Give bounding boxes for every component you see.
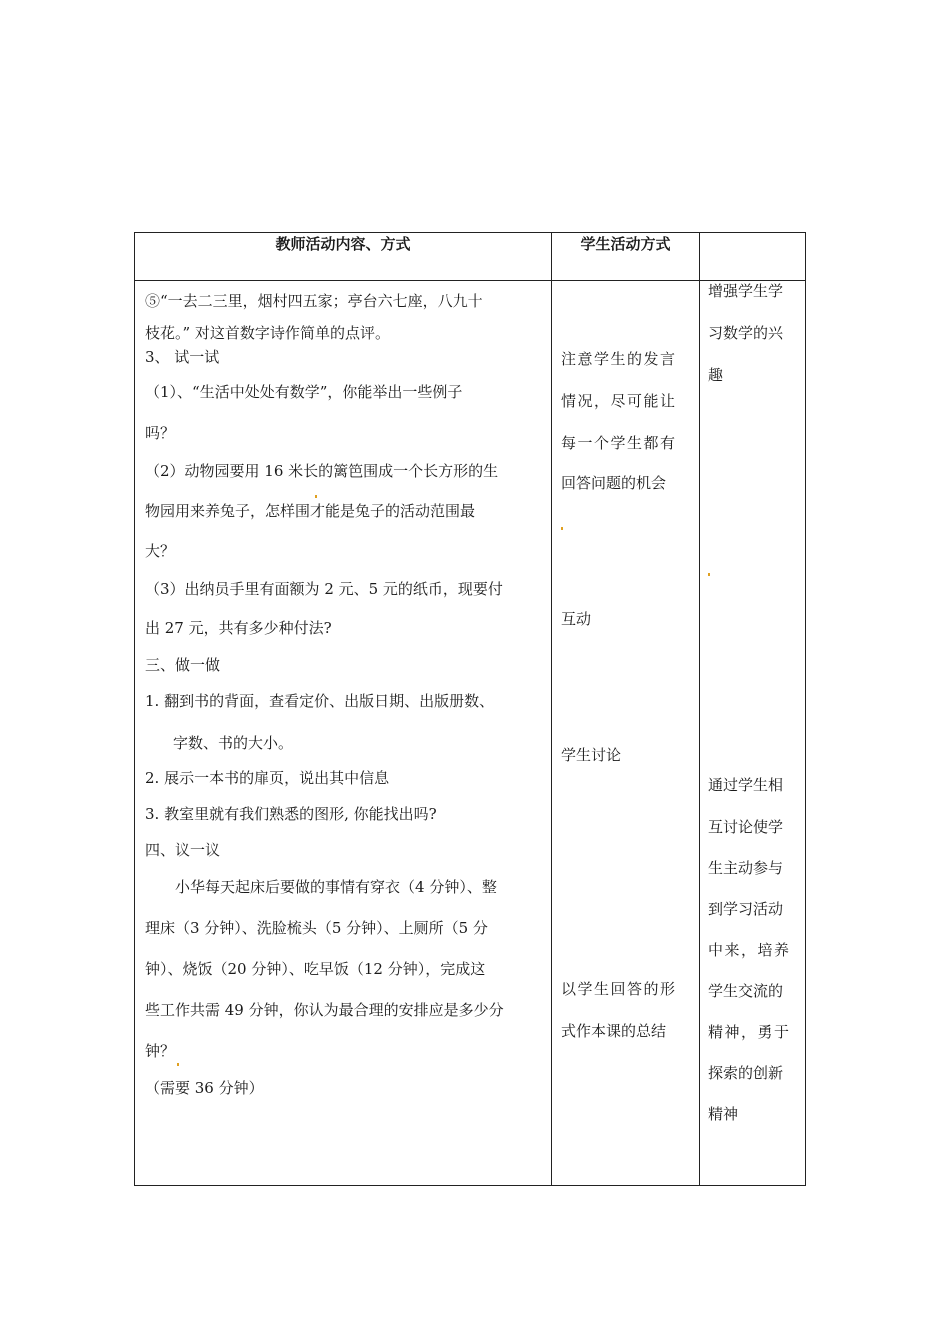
purpose-line: 互讨论使学 bbox=[708, 818, 784, 836]
student-line: 情况，尽可能让 bbox=[561, 392, 677, 410]
teacher-line: 小华每天起床后要做的事情有穿衣（4 分钟）、整 bbox=[175, 878, 497, 896]
student-line: 式作本课的总结 bbox=[561, 1022, 667, 1040]
purpose-line: 增强学生学 bbox=[708, 282, 784, 300]
teacher-line: （需要 36 分钟） bbox=[145, 1079, 264, 1097]
teacher-line: 钟）、烧饭（20 分钟）、吃早饭（12 分钟），完成这 bbox=[145, 960, 486, 978]
stray-mark bbox=[177, 1063, 179, 1066]
purpose-line: 探索的创新 bbox=[708, 1064, 784, 1082]
student-line: 每一个学生都有 bbox=[561, 434, 677, 452]
lesson-plan-table bbox=[134, 232, 806, 1186]
purpose-line: 精神，勇于 bbox=[708, 1023, 791, 1041]
table-header-row bbox=[135, 233, 806, 281]
teacher-line: （2）动物园要用 16 米长的篱笆围成一个长方形的生 bbox=[145, 462, 499, 480]
header-teacher-activity: 教师活动内容、方式 bbox=[135, 233, 552, 281]
teacher-line: ⑤“一去二三里，烟村四五家；亭台六七座，八九十 bbox=[145, 292, 483, 310]
teacher-line: 2. 展示一本书的扉页，说出其中信息 bbox=[145, 769, 390, 787]
purpose-line: 通过学生相 bbox=[708, 776, 784, 794]
purpose-line: 到学习活动 bbox=[708, 900, 784, 918]
stray-mark bbox=[315, 495, 317, 498]
teacher-line: 些工作共需 49 分钟，你认为最合理的安排应是多少分 bbox=[145, 1001, 504, 1019]
teacher-line: 吗？ bbox=[145, 424, 176, 442]
teacher-line: 钟？ bbox=[145, 1042, 176, 1060]
purpose-line: 中来，培养 bbox=[708, 941, 791, 959]
header-purpose bbox=[700, 233, 806, 281]
teacher-line: 理床（3 分钟）、洗脸梳头（5 分钟）、上厕所（5 分 bbox=[145, 919, 488, 937]
student-line: 注意学生的发言 bbox=[561, 350, 677, 368]
teacher-line: 3. 教室里就有我们熟悉的图形, 你能找出吗? bbox=[145, 805, 437, 823]
student-line: 以学生回答的形 bbox=[561, 980, 677, 998]
purpose-line: 精神 bbox=[708, 1105, 739, 1123]
purpose-line: 学生交流的 bbox=[708, 982, 784, 1000]
student-activity-cell bbox=[552, 281, 700, 1186]
stray-mark bbox=[561, 527, 563, 530]
student-line: 学生讨论 bbox=[561, 746, 622, 764]
stray-mark bbox=[708, 573, 710, 576]
purpose-line: 生主动参与 bbox=[708, 859, 784, 877]
purpose-cell bbox=[700, 281, 806, 1186]
teacher-line: （1）、“生活中处处有数学”，你能举出一些例子 bbox=[145, 383, 463, 401]
teacher-line: （3）出纳员手里有面额为 2 元、5 元的纸币，现要付 bbox=[145, 580, 503, 598]
student-line: 回答问题的机会 bbox=[561, 474, 667, 492]
teacher-activity-cell bbox=[135, 281, 552, 1186]
table-body-row bbox=[135, 281, 806, 1186]
teacher-line: 三、做一做 bbox=[145, 656, 221, 674]
teacher-line: 1. 翻到书的背面，查看定价、出版日期、出版册数、 bbox=[145, 692, 495, 710]
teacher-line: 字数、书的大小。 bbox=[173, 734, 294, 752]
purpose-line: 趣 bbox=[708, 366, 724, 384]
teacher-line: 四、议一议 bbox=[145, 841, 221, 859]
header-student-activity: 学生活动方式 bbox=[552, 233, 700, 281]
teacher-line: 物园用来养兔子，怎样围才能是兔子的活动范围最 bbox=[145, 502, 476, 520]
student-line: 互动 bbox=[561, 610, 592, 628]
teacher-line: 枝花。” 对这首数字诗作简单的点评。 bbox=[145, 324, 390, 342]
teacher-line: 大？ bbox=[145, 542, 176, 560]
teacher-line: 3、 试一试 bbox=[145, 348, 220, 366]
teacher-line: 出 27 元，共有多少种付法? bbox=[145, 619, 332, 637]
purpose-line: 习数学的兴 bbox=[708, 324, 784, 342]
